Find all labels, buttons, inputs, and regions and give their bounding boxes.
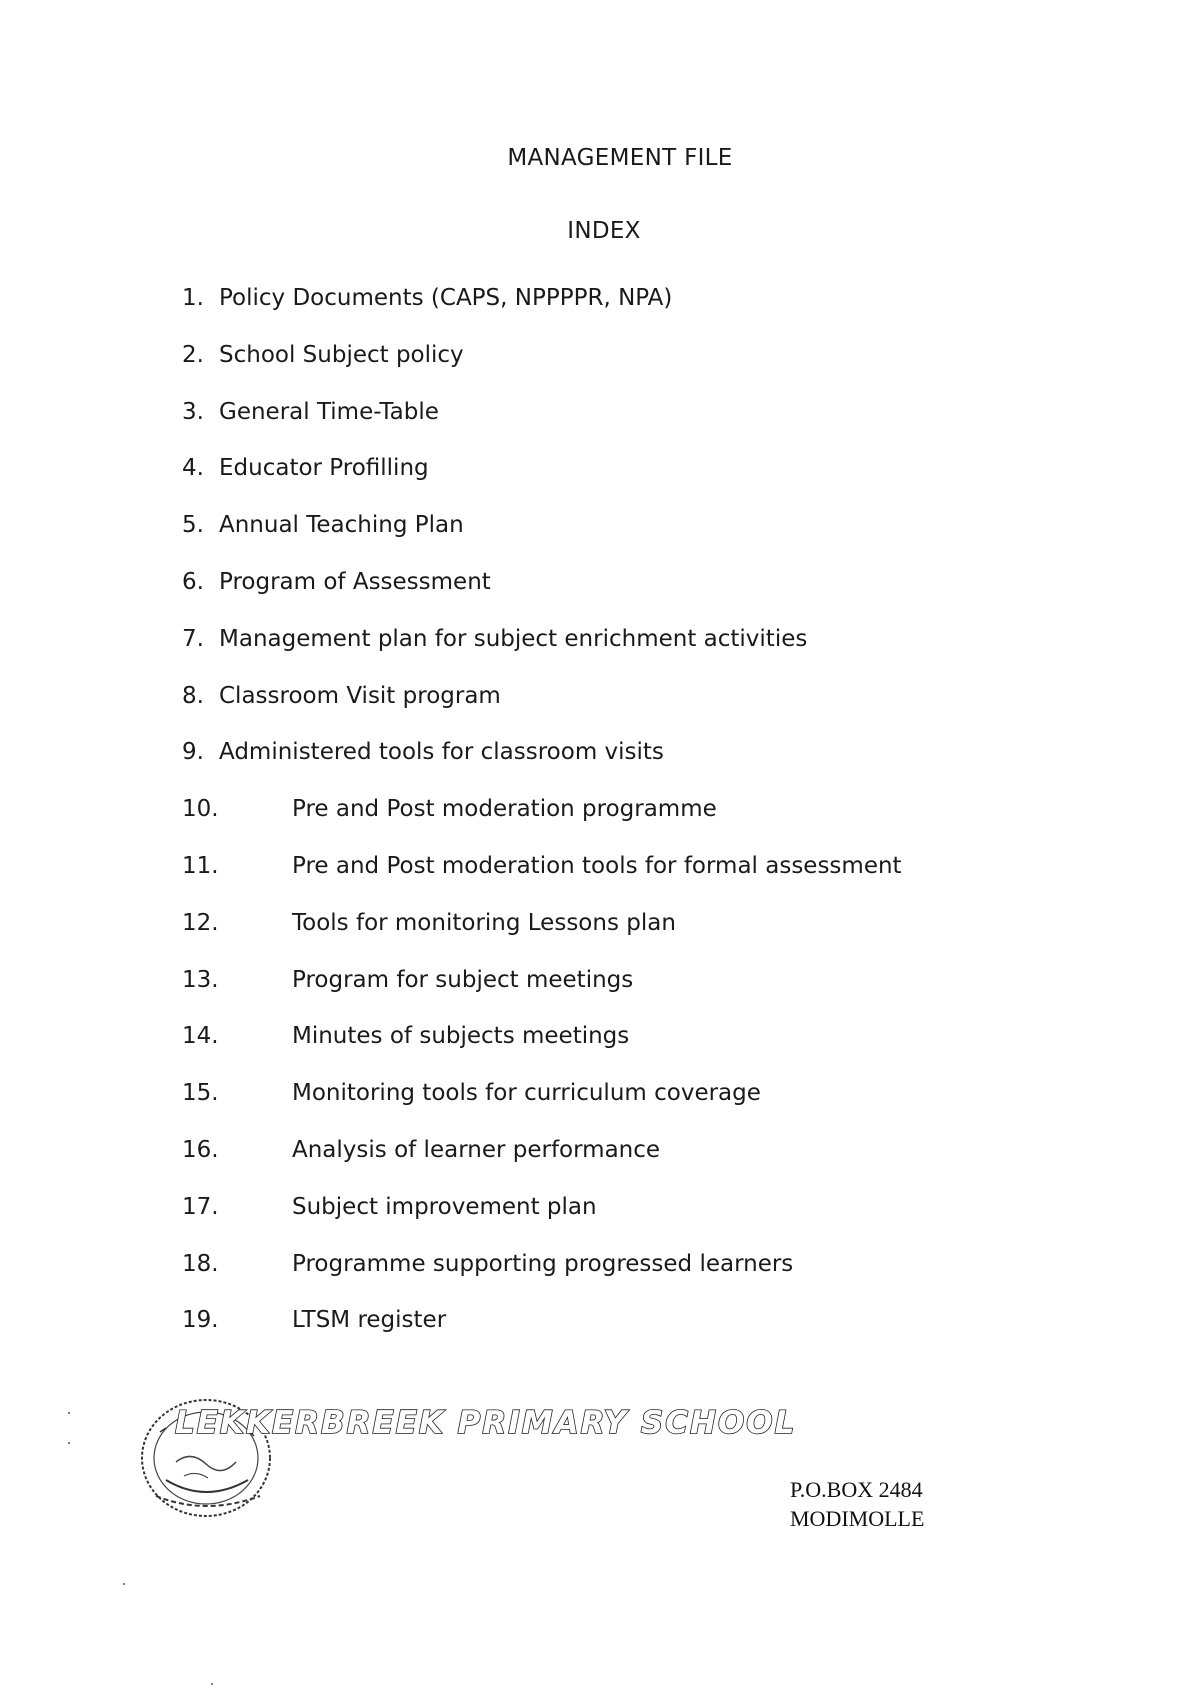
index-item [182,1080,1082,1137]
index-item-number: 13. [182,966,219,993]
index-item-number: 1. [182,285,204,311]
index-item-number: 11. [182,852,219,879]
index-item-text: School Subject policy [219,341,464,368]
index-item [182,796,1082,853]
index-item [182,342,1082,399]
index-item [182,1137,1082,1194]
school-address [790,1475,924,1533]
index-item-text: Programme supporting progressed learners [292,1250,794,1277]
index-item-text: Tools for monitoring Lessons plan [292,909,676,936]
index-item-number: 16. [182,1136,219,1163]
index-item-number: 6. [182,568,204,595]
index-item-text: Classroom Visit program [219,682,501,709]
index-item [182,1251,1082,1308]
index-item-text: General Time-Table [219,398,439,425]
index-item-number: 17. [182,1193,219,1220]
index-item [182,910,1082,967]
index-item-text: Subject improvement plan [292,1193,597,1220]
index-item-number: 5. [182,512,204,539]
index-item-text: Annual Teaching Plan [219,512,464,539]
index-item-text: Program for subject meetings [292,966,634,993]
scan-speck [211,1683,213,1685]
index-item [182,1023,1082,1080]
index-item-text: Educator Profilling [219,455,429,482]
index-item-number: 3. [182,398,204,425]
index-item [182,285,1082,342]
index-item [182,626,1082,683]
index-item [182,1194,1082,1251]
index-item-text: LTSM register [292,1307,447,1334]
index-item-text: Minutes of subjects meetings [292,1023,630,1050]
index-item-number: 8. [182,682,204,709]
index-item-number: 12. [182,909,219,936]
index-item-number: 14. [182,1023,219,1050]
index-item-text: Analysis of learner performance [292,1136,661,1163]
index-item [182,1307,1082,1364]
index-item-text: Management plan for subject enrichment activities [219,625,808,652]
index-item [182,455,1082,512]
address-po-box: P.O.BOX 2484 [790,1477,923,1502]
address-town: MODIMOLLE [790,1506,925,1531]
index-item-text: Policy Documents (CAPS, NPPPPR, NPA) [219,285,673,311]
index-item [182,512,1082,569]
index-item-number: 15. [182,1080,219,1107]
index-item [182,569,1082,626]
index-heading: INDEX [567,218,641,244]
school-name-logo: LEKKERBREEK PRIMARY SCHOOL [175,1405,797,1441]
index-item-number: 10. [182,796,219,823]
scan-speck [68,1412,70,1414]
index-item-number: 9. [182,739,204,766]
index-list [182,285,1082,1364]
index-item-text: Monitoring tools for curriculum coverage [292,1080,761,1107]
index-item-number: 18. [182,1250,219,1277]
index-item [182,967,1082,1024]
index-item-number: 19. [182,1307,219,1334]
index-item-text: Pre and Post moderation programme [292,796,717,823]
scan-speck [123,1583,125,1585]
index-item-text: Program of Assessment [219,568,491,595]
index-item-number: 2. [182,341,204,368]
index-item-number: 4. [182,455,204,482]
scan-speck [68,1442,70,1444]
index-item [182,399,1082,456]
index-item [182,853,1082,910]
index-item [182,683,1082,740]
index-item-text: Administered tools for classroom visits [219,739,664,766]
index-item-number: 7. [182,625,204,652]
index-item-text: Pre and Post moderation tools for formal assessment [292,852,902,879]
index-item [182,739,1082,796]
document-title: MANAGEMENT FILE [507,145,733,171]
